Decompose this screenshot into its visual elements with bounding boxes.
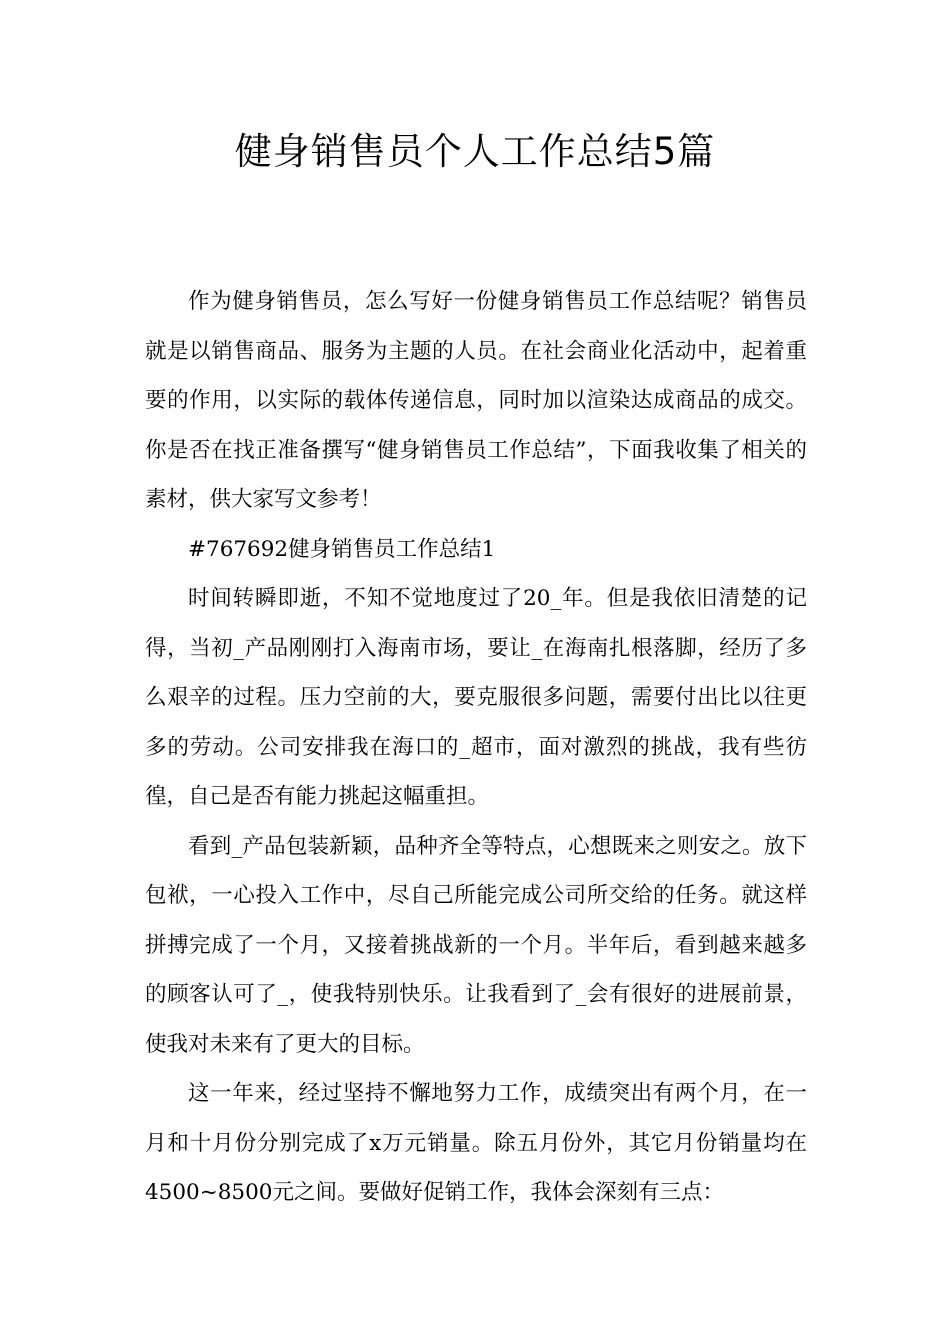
section-heading: #767692健身销售员工作总结1 bbox=[188, 536, 496, 562]
body-paragraph-1: 时间转瞬即逝，不知不觉地度过了20_年。但是我依旧清楚的记得，当初_产品刚刚打入海南市场，要让_在海南扎根落脚，经历了多么艰辛的过程。压力空前的大，要克服很多问题，需要付出比以往更多的劳动。公司安排我在海口的_超市，面对激烈的挑战，我有些彷徨，自己是否有能力挑起这幅重担。 bbox=[145, 586, 807, 809]
document-title: 健身销售员个人工作总结5篇 bbox=[234, 130, 716, 173]
body-paragraph-3: 这一年来，经过坚持不懈地努力工作，成绩突出有两个月，在一月和十月份分别完成了x万元销量。除五月份外，其它月份销量均在4500~8500元之间。要做好促销工作，我体会深刻有三点： bbox=[145, 1081, 807, 1205]
document-body bbox=[145, 277, 807, 1218]
intro-paragraph: 作为健身销售员，怎么写好一份健身销售员工作总结呢？销售员就是以销售商品、服务为主题的人员。在社会商业化活动中，起着重要的作用，以实际的载体传递信息，同时加以渲染达成商品的成交。你是否在找正准备撰写“健身销售员工作总结”，下面我收集了相关的素材，供大家写文参考！ bbox=[145, 289, 807, 512]
body-paragraph-2: 看到_产品包装新颖，品种齐全等特点，心想既来之则安之。放下包袱，一心投入工作中，尽自己所能完成公司所交给的任务。就这样拼搏完成了一个月，又接着挑战新的一个月。半年后，看到越来越多的顾客认可了_，使我特别快乐。让我看到了_会有很好的进展前景，使我对未来有了更大的目标。 bbox=[145, 833, 807, 1057]
